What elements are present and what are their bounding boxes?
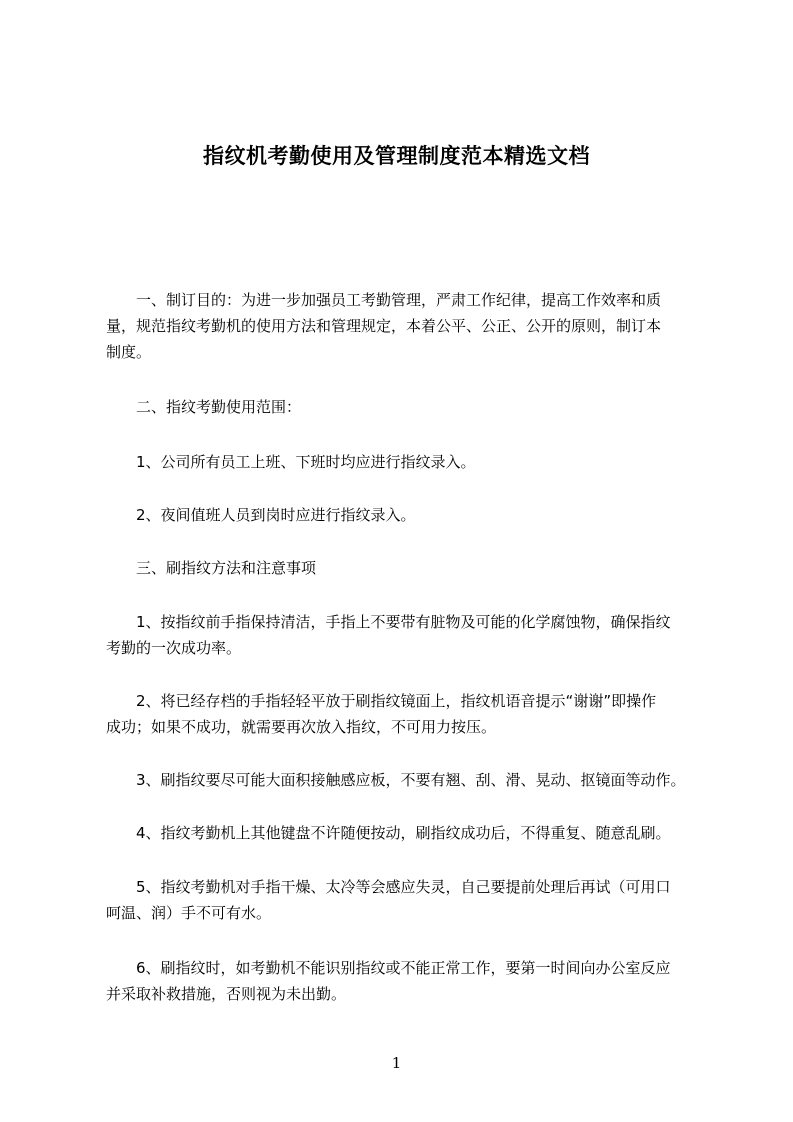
paragraph-method-item-6 (106, 955, 718, 1007)
paragraph-line: 6、刷指纹时，如考勤机不能识别指纹或不能正常工作，要第一时间向办公室反应 (106, 959, 671, 977)
page-number: 1 (391, 1054, 402, 1072)
paragraph-method-item-4 (106, 820, 718, 846)
section-heading-method (106, 555, 718, 581)
paragraph-method-item-1 (106, 609, 718, 661)
paragraph-line: 5、指纹考勤机对手指干燥、太冷等会感应失灵，自己要提前处理后再试（可用口 (106, 878, 671, 896)
paragraph-line: 制度。 (106, 343, 152, 361)
paragraph-line: 1、公司所有员工上班、下班时均应进行指纹录入。 (106, 453, 476, 471)
paragraph-method-item-5 (106, 874, 718, 926)
paragraph-purpose (106, 287, 718, 365)
section-heading-scope (106, 394, 718, 420)
paragraph-method-item-2 (106, 688, 718, 740)
paragraph-line: 呵温、润）手不可有水。 (106, 904, 272, 922)
paragraph-line: 考勤的一次成功率。 (106, 639, 242, 657)
paragraph-line: 成功；如果不成功，就需要再次放入指纹，不可用力按压。 (106, 718, 497, 736)
paragraph-scope-item-2 (106, 502, 718, 528)
paragraph-line: 并采取补救措施，否则视为未出勤。 (106, 985, 347, 1003)
paragraph-method-item-3 (106, 767, 718, 793)
paragraph-line: 量，规范指纹考勤机的使用方法和管理规定，本着公平、公正、公开的原则，制订本 (106, 317, 662, 335)
paragraph-line: 2、夜间值班人员到岗时应进行指纹录入。 (106, 506, 416, 524)
paragraph-line: 二、指纹考勤使用范围： (106, 398, 302, 416)
paragraph-line: 3、刷指纹要尽可能大面积接触感应板，不要有翘、刮、滑、晃动、抠镜面等动作。 (106, 771, 686, 789)
paragraph-scope-item-1 (106, 449, 718, 475)
paragraph-line: 一、制订目的：为进一步加强员工考勤管理，严肃工作纪律，提高工作效率和质 (106, 291, 662, 309)
paragraph-line: 2、将已经存档的手指轻轻平放于刷指纹镜面上，指纹机语音提示“谢谢”即操作 (106, 692, 657, 710)
paragraph-line: 三、刷指纹方法和注意事项 (106, 559, 317, 577)
document-title: 指纹机考勤使用及管理制度范本精选文档 (203, 144, 590, 168)
paragraph-line: 1、按指纹前手指保持清洁，手指上不要带有脏物及可能的化学腐蚀物，确保指纹 (106, 613, 671, 631)
paragraph-line: 4、指纹考勤机上其他键盘不许随便按动，刷指纹成功后，不得重复、随意乱刷。 (106, 824, 671, 842)
